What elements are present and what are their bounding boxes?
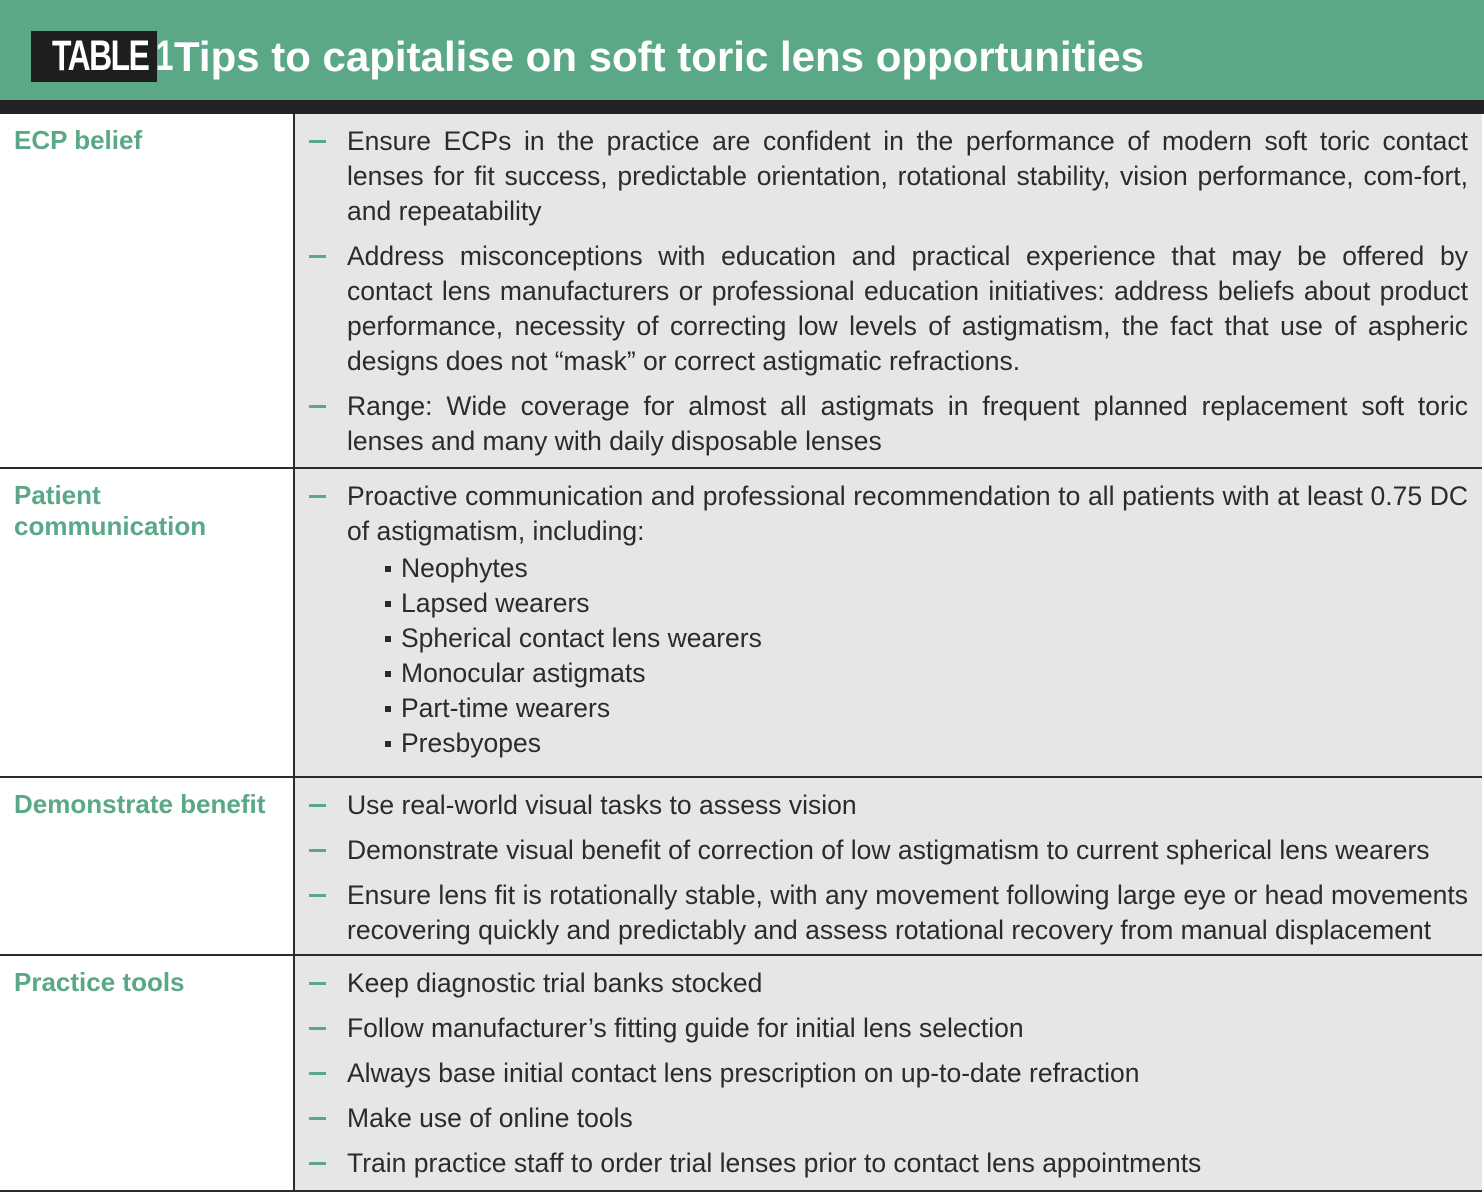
dash-bullet-icon [309, 495, 326, 498]
table-row-practice-tools [0, 956, 1482, 1192]
row-content [295, 956, 1482, 1190]
patient-group-list [295, 551, 1468, 761]
row-content [295, 469, 1482, 776]
table-number-badge: TABLE 1 [31, 31, 157, 82]
list-item: Ensure lens fit is rotationally stable, with any movement following large eye or head movements recovering quickly and predictably and assess rotational recovery from manual displacement [295, 878, 1468, 948]
square-bullet-icon [385, 741, 391, 747]
row-label: ECP belief [0, 114, 295, 467]
row-content [295, 778, 1482, 954]
list-item: Address misconceptions with education and practical experience that may be offered by contact lens manufacturers or professional education initiatives: address beliefs about product performance, necessity of correcting low levels of astigmatism, the fact that use of aspheric designs does not “mask” or correct astigmatic refractions. [295, 239, 1468, 379]
table-row-ecp-belief [0, 114, 1482, 469]
dash-bullet-icon [309, 849, 326, 852]
square-bullet-icon [385, 566, 391, 572]
list-item: Demonstrate visual benefit of correction of low astigmatism to current spherical lens wearers [295, 833, 1468, 868]
square-bullet-icon [385, 671, 391, 677]
dash-bullet-icon [309, 804, 326, 807]
dash-bullet-icon [309, 405, 326, 408]
list-item: Range: Wide coverage for almost all astigmats in frequent planned replacement soft toric lenses and many with daily disposable lenses [295, 389, 1468, 459]
row-label: Practice tools [0, 956, 295, 1190]
dash-bullet-icon [309, 894, 326, 897]
list-item: Always base initial contact lens prescription on up-to-date refraction [295, 1056, 1468, 1091]
list-item: Proactive communication and professional recommendation to all patients with at least 0.75 DC of astigmatism, including: [295, 479, 1468, 549]
row-label: Patient communication [0, 469, 295, 776]
header-divider [0, 100, 1484, 114]
dash-bullet-icon [309, 255, 326, 258]
square-bullet-icon [385, 636, 391, 642]
square-bullet-icon [385, 706, 391, 712]
dash-bullet-icon [309, 140, 326, 143]
list-item: Use real-world visual tasks to assess vision [295, 788, 1468, 823]
row-content [295, 114, 1482, 467]
list-item: Keep diagnostic trial banks stocked [295, 966, 1468, 1001]
table-title: Tips to capitalise on soft toric lens opportunities [174, 33, 1144, 80]
dash-bullet-icon [309, 982, 326, 985]
sub-list-item: Monocular astigmats [383, 656, 1468, 691]
sub-list-item: Lapsed wearers [383, 586, 1468, 621]
dash-bullet-icon [309, 1027, 326, 1030]
square-bullet-icon [385, 601, 391, 607]
list-item: Train practice staff to order trial lenses prior to contact lens appointments [295, 1146, 1468, 1181]
dash-bullet-icon [309, 1072, 326, 1075]
row-label: Demonstrate benefit [0, 778, 295, 954]
dash-bullet-icon [309, 1162, 326, 1165]
list-item: Make use of online tools [295, 1101, 1468, 1136]
sub-list-item: Presbyopes [383, 726, 1468, 761]
table-row-patient-communication [0, 469, 1482, 778]
list-item: Follow manufacturer’s fitting guide for initial lens selection [295, 1011, 1468, 1046]
list-item: Ensure ECPs in the practice are confident in the performance of modern soft toric contact lenses for fit success, predictable orientation, rotational stability, vision performance, com-fort, and repeatability [295, 124, 1468, 229]
sub-list-item: Part-time wearers [383, 691, 1468, 726]
dash-bullet-icon [309, 1117, 326, 1120]
sub-list-item: Spherical contact lens wearers [383, 621, 1468, 656]
table-row-demonstrate-benefit [0, 778, 1482, 956]
sub-list-item: Neophytes [383, 551, 1468, 586]
tips-table [0, 114, 1484, 1192]
